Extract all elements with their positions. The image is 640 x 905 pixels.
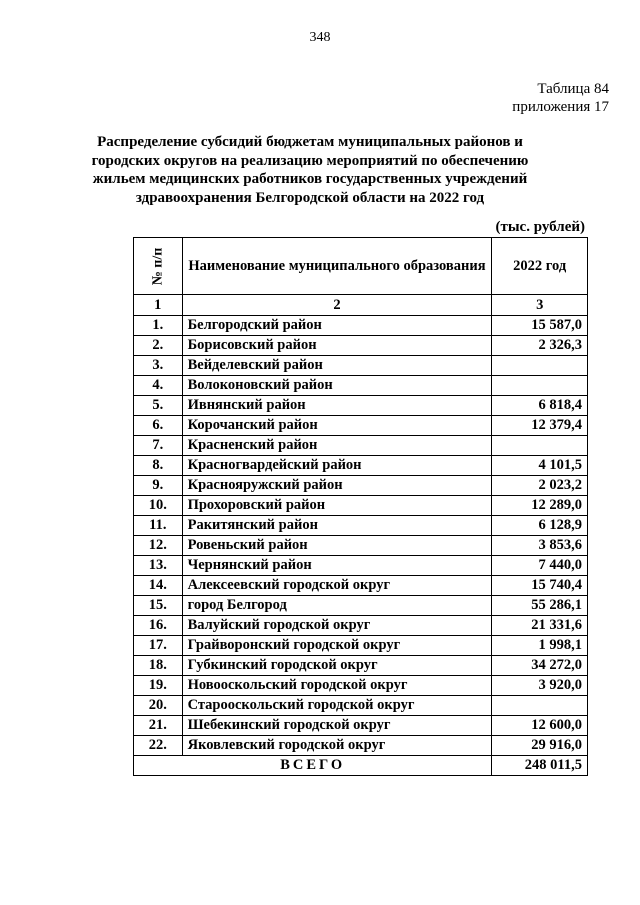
subsidy-value: 21 331,6 bbox=[492, 616, 588, 636]
subsidy-value: 55 286,1 bbox=[492, 596, 588, 616]
table-row bbox=[134, 376, 588, 396]
subsidy-value: 7 440,0 bbox=[492, 556, 588, 576]
row-number: 13. bbox=[134, 556, 183, 576]
municipality-name: Алексеевский городской округ bbox=[182, 576, 492, 596]
row-number: 9. bbox=[134, 476, 183, 496]
subsidy-value: 29 916,0 bbox=[492, 736, 588, 756]
table-row bbox=[134, 656, 588, 676]
municipality-name: Ровеньский район bbox=[182, 536, 492, 556]
table-row bbox=[134, 616, 588, 636]
subsidy-value: 2 023,2 bbox=[492, 476, 588, 496]
column-index: 1 bbox=[134, 295, 183, 316]
appendix-number: приложения 17 bbox=[512, 99, 609, 115]
municipality-name: Чернянский район bbox=[182, 556, 492, 576]
total-label: ВСЕГО bbox=[134, 756, 492, 776]
table-row bbox=[134, 356, 588, 376]
subsidy-value: 6 818,4 bbox=[492, 396, 588, 416]
subsidy-value bbox=[492, 356, 588, 376]
municipality-name: Белгородский район bbox=[182, 316, 492, 336]
subsidy-value: 2 326,3 bbox=[492, 336, 588, 356]
row-number: 17. bbox=[134, 636, 183, 656]
row-number: 10. bbox=[134, 496, 183, 516]
page-number: 348 bbox=[309, 30, 331, 45]
municipality-name: Краснояружский район bbox=[182, 476, 492, 496]
municipality-name: Красненский район bbox=[182, 436, 492, 456]
subsidy-value: 15 740,4 bbox=[492, 576, 588, 596]
row-number: 21. bbox=[134, 716, 183, 736]
row-number: 12. bbox=[134, 536, 183, 556]
municipality-name: Ивнянский район bbox=[182, 396, 492, 416]
subsidy-value: 3 920,0 bbox=[492, 676, 588, 696]
row-number: 18. bbox=[134, 656, 183, 676]
table-number: Таблица 84 bbox=[537, 81, 609, 97]
table-row bbox=[134, 596, 588, 616]
row-number: 16. bbox=[134, 616, 183, 636]
municipality-name: Губкинский городской округ bbox=[182, 656, 492, 676]
document-title: Распределение субсидий бюджетам муниципальных районов и городских округов на реализацию мероприятий по обеспечению жильем медицинских работников государственных учреждений здравоохранения Белгородской области на 2022 год bbox=[91, 134, 529, 206]
row-number: 7. bbox=[134, 436, 183, 456]
column-index: 2 bbox=[182, 295, 492, 316]
subsidy-value: 6 128,9 bbox=[492, 516, 588, 536]
header-year: 2022 год bbox=[492, 238, 588, 295]
subsidy-value: 12 379,4 bbox=[492, 416, 588, 436]
row-number: 15. bbox=[134, 596, 183, 616]
header-num-label: № п/п bbox=[150, 247, 166, 285]
table-reference bbox=[512, 80, 609, 116]
table-row bbox=[134, 636, 588, 656]
total-value: 248 011,5 bbox=[492, 756, 588, 776]
subsidy-value bbox=[492, 696, 588, 716]
table-row bbox=[134, 496, 588, 516]
municipality-name: город Белгород bbox=[182, 596, 492, 616]
subsidy-value: 1 998,1 bbox=[492, 636, 588, 656]
row-number: 20. bbox=[134, 696, 183, 716]
column-index: 3 bbox=[492, 295, 588, 316]
municipality-name: Красногвардейский район bbox=[182, 456, 492, 476]
row-number: 19. bbox=[134, 676, 183, 696]
subsidy-value: 3 853,6 bbox=[492, 536, 588, 556]
subsidy-value: 12 289,0 bbox=[492, 496, 588, 516]
municipality-name: Волоконовский район bbox=[182, 376, 492, 396]
table-row bbox=[134, 556, 588, 576]
municipality-name: Прохоровский район bbox=[182, 496, 492, 516]
municipality-name: Корочанский район bbox=[182, 416, 492, 436]
row-number: 22. bbox=[134, 736, 183, 756]
municipality-name: Грайворонский городской округ bbox=[182, 636, 492, 656]
municipality-name: Новооскольский городской округ bbox=[182, 676, 492, 696]
table-row bbox=[134, 336, 588, 356]
subsidy-value: 34 272,0 bbox=[492, 656, 588, 676]
subsidy-value bbox=[492, 376, 588, 396]
table-row bbox=[134, 456, 588, 476]
municipality-name: Вейделевский район bbox=[182, 356, 492, 376]
subsidy-value bbox=[492, 436, 588, 456]
table-row bbox=[134, 436, 588, 456]
header-name: Наименование муниципального образования bbox=[182, 238, 492, 295]
table-row bbox=[134, 736, 588, 756]
table-row bbox=[134, 416, 588, 436]
row-number: 14. bbox=[134, 576, 183, 596]
subsidy-value: 4 101,5 bbox=[492, 456, 588, 476]
header-num bbox=[134, 238, 183, 295]
municipality-name: Борисовский район bbox=[182, 336, 492, 356]
units-label: (тыс. рублей) bbox=[495, 219, 585, 235]
subsidy-value: 12 600,0 bbox=[492, 716, 588, 736]
row-number: 1. bbox=[134, 316, 183, 336]
table-row bbox=[134, 396, 588, 416]
column-index-row bbox=[134, 295, 588, 316]
row-number: 8. bbox=[134, 456, 183, 476]
municipality-name: Ракитянский район bbox=[182, 516, 492, 536]
total-row bbox=[134, 756, 588, 776]
municipality-name: Шебекинский городской округ bbox=[182, 716, 492, 736]
table-row bbox=[134, 536, 588, 556]
table-row bbox=[134, 316, 588, 336]
table-row bbox=[134, 676, 588, 696]
table-row bbox=[134, 576, 588, 596]
header-row bbox=[134, 238, 588, 295]
subsidy-value: 15 587,0 bbox=[492, 316, 588, 336]
subsidy-table bbox=[133, 237, 588, 776]
table-row bbox=[134, 516, 588, 536]
table-row bbox=[134, 476, 588, 496]
row-number: 3. bbox=[134, 356, 183, 376]
table-row bbox=[134, 716, 588, 736]
municipality-name: Валуйский городской округ bbox=[182, 616, 492, 636]
row-number: 11. bbox=[134, 516, 183, 536]
table-row bbox=[134, 696, 588, 716]
row-number: 5. bbox=[134, 396, 183, 416]
municipality-name: Старооскольский городской округ bbox=[182, 696, 492, 716]
row-number: 2. bbox=[134, 336, 183, 356]
municipality-name: Яковлевский городской округ bbox=[182, 736, 492, 756]
row-number: 4. bbox=[134, 376, 183, 396]
row-number: 6. bbox=[134, 416, 183, 436]
